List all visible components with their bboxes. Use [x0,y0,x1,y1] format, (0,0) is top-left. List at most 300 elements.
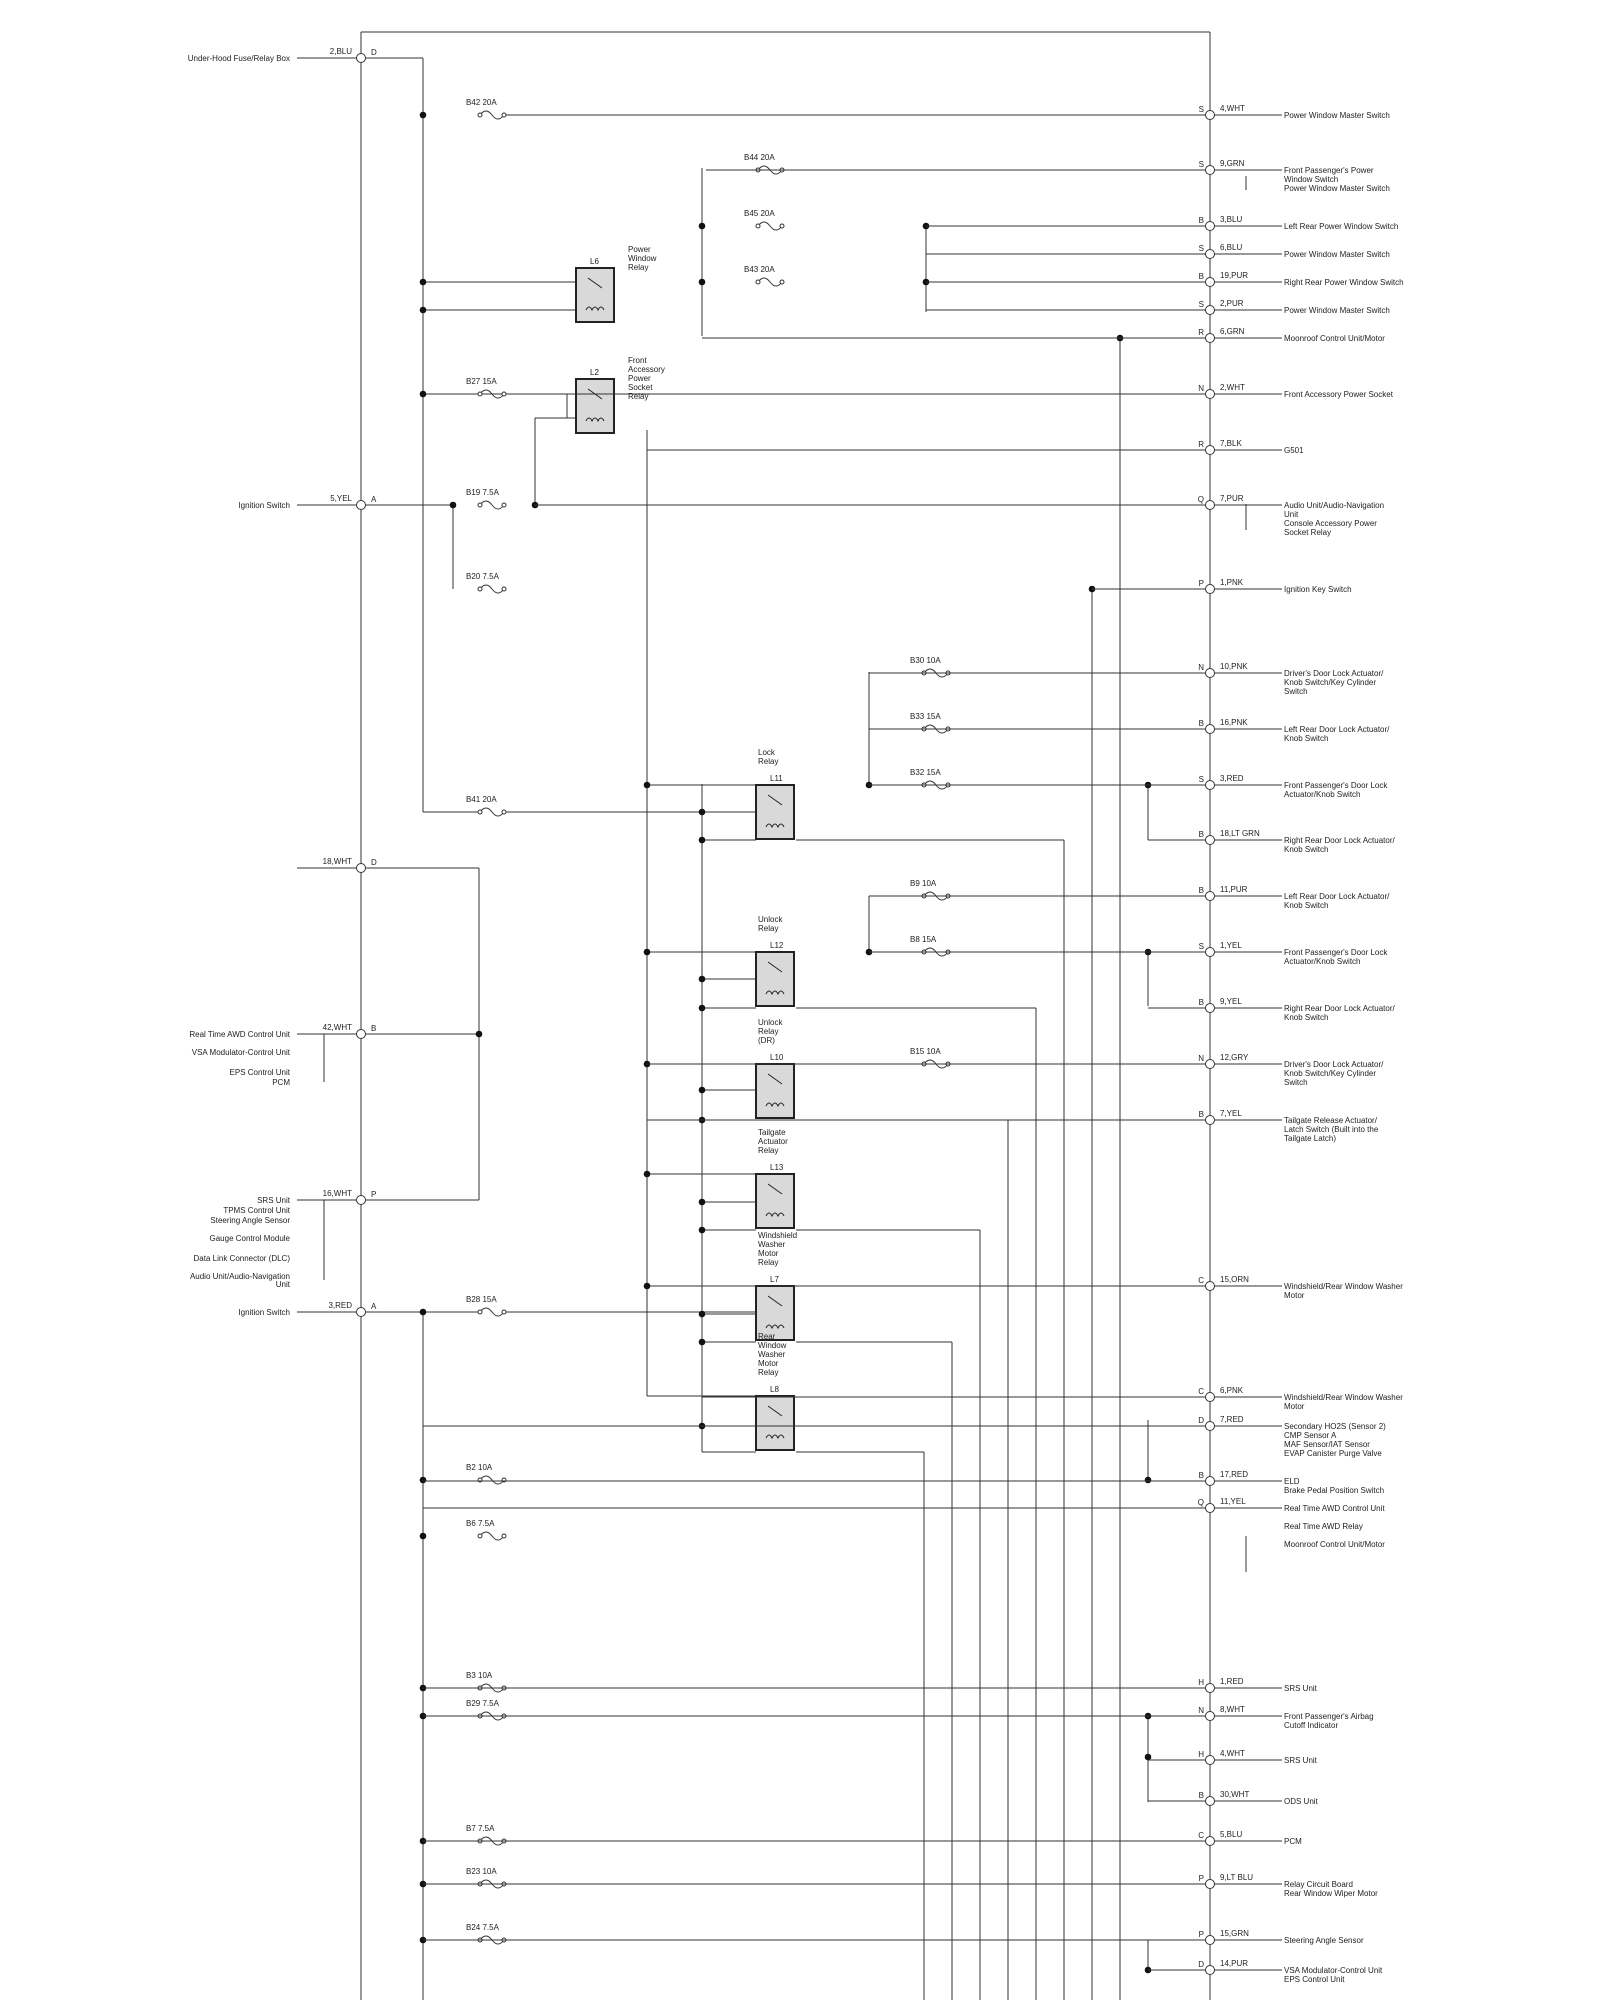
relay-name: Window [628,254,657,263]
relay-body [576,268,614,322]
output-wire-label: 7,YEL [1220,1109,1242,1118]
fuse-terminal [478,810,482,814]
connector-terminal [357,501,366,510]
input-pin: D [371,48,377,57]
output-destination: Front Passenger's Power [1284,166,1374,175]
connector-terminal [1206,1966,1215,1975]
relay-l13 [756,1128,794,1228]
output-wire-label: 3,BLU [1220,215,1243,224]
output-wire-label: 4,WHT [1220,104,1245,113]
fuse-terminal [502,810,506,814]
input-wire-label: 16,WHT [322,1189,352,1198]
fuse-label: B44 20A [744,153,775,162]
fuse-label: B27 15A [466,377,497,386]
connector-terminal [1206,306,1215,315]
relay-name: Washer [758,1240,786,1249]
input-source-label: SRS Unit [257,1196,290,1205]
junction [420,1309,427,1316]
relay-id: L12 [770,941,784,950]
output-destination: Windshield/Rear Window Washer [1284,1393,1403,1402]
output-pin: P [1198,579,1204,588]
connector-terminal [1206,669,1215,678]
output-wire-label: 3,RED [1220,774,1244,783]
junction [1145,1754,1152,1761]
output-pin: B [1198,1110,1204,1119]
relay-name: Tailgate [758,1128,786,1137]
fuse-label: B15 10A [910,1047,941,1056]
junction [420,112,427,119]
output-pin: R [1198,328,1204,337]
relay-l12 [756,915,794,1006]
input-source-label: Steering Angle Sensor [210,1216,290,1225]
relay-id: L11 [770,774,783,783]
junction [699,976,706,983]
output-pin: S [1198,160,1204,169]
input-source-label: VSA Modulator-Control Unit [191,1048,290,1057]
output-pin: C [1198,1276,1204,1285]
fuse-label: B28 15A [466,1295,497,1304]
fuse-symbol [480,808,504,816]
junction [699,1339,706,1346]
output-pin: Q [1197,495,1204,504]
output-destination: Knob Switch/Key Cylinder [1284,678,1377,687]
connector-terminal [1206,1004,1215,1013]
output-destination: PCM [1284,1837,1302,1846]
fuse-label: B7 7.5A [466,1824,495,1833]
relay-name: Windshield [758,1231,798,1240]
output-destination: Actuator/Knob Switch [1284,790,1361,799]
output-destination: Front Accessory Power Socket [1284,390,1393,399]
relay-name: Washer [758,1350,786,1359]
fuse-terminal [502,587,506,591]
junction [699,1227,706,1234]
output-wire-label: 6,GRN [1220,327,1245,336]
connector-terminal [1206,1116,1215,1125]
relay-name: Motor [758,1249,779,1258]
output-destination: Left Rear Power Window Switch [1284,222,1399,231]
output-destination: Real Time AWD Control Unit [1284,1504,1385,1513]
fuse-terminal [780,224,784,228]
output-wire-label: 2,WHT [1220,383,1245,392]
fuse-label: B29 7.5A [466,1699,499,1708]
fuse-label: B43 20A [744,265,775,274]
output-wire-label: 12,GRY [1220,1053,1249,1062]
connector-terminal [1206,836,1215,845]
junction [699,809,706,816]
relay-name: Front [628,356,647,365]
connector-terminal [1206,1060,1215,1069]
connector-terminal [1206,1282,1215,1291]
relay-name: Relay [758,1368,779,1377]
output-destination: Windshield/Rear Window Washer [1284,1282,1403,1291]
output-wire-label: 14,PUR [1220,1959,1249,1968]
output-destination: Relay Circuit Board [1284,1880,1353,1889]
output-pin: C [1198,1387,1204,1396]
connector-terminal [1206,1422,1215,1431]
output-wire-label: 9,LT BLU [1220,1873,1254,1882]
output-wire-label: 9,YEL [1220,997,1242,1006]
relay-body [756,785,794,839]
fuse-terminal [478,1310,482,1314]
input-source-label: Data Link Connector (DLC) [193,1254,290,1263]
output-pin: S [1198,105,1204,114]
fuse-terminal [478,587,482,591]
junction [420,1477,427,1484]
relay-name: Unlock [758,1018,783,1027]
connector-terminal [357,1308,366,1317]
output-pin: B [1198,830,1204,839]
output-destination: Knob Switch [1284,901,1329,910]
fuse-terminal [478,1534,482,1538]
input-source-label: EPS Control Unit [229,1068,290,1077]
output-destination: MAF Sensor/IAT Sensor [1284,1440,1370,1449]
connector-terminal [1206,892,1215,901]
input-source-label: Real Time AWD Control Unit [189,1030,290,1039]
connector-terminal [1206,585,1215,594]
relay-name: Relay [758,757,779,766]
output-wire-label: 30,WHT [1220,1790,1250,1799]
output-pin: R [1198,440,1204,449]
connector-terminal [1206,1504,1215,1513]
relay-name: Rear [758,1332,776,1341]
junction [476,1031,483,1038]
connector-terminal [1206,334,1215,343]
output-wire-label: 1,PNK [1220,578,1244,587]
connector-terminal [1206,1756,1215,1765]
output-wire-label: 16,PNK [1220,718,1248,727]
fuse-terminal [502,113,506,117]
output-wire-label: 2,PUR [1220,299,1244,308]
junction [420,1533,427,1540]
relay-name: Motor [758,1359,779,1368]
fuse-symbol [480,501,504,509]
relay-name: Relay [758,924,779,933]
output-pin: B [1198,216,1204,225]
fuse-label: B20 7.5A [466,572,499,581]
fuse-symbol [758,222,782,230]
output-pin: N [1198,384,1204,393]
output-wire-label: 9,GRN [1220,159,1245,168]
junction [420,279,427,286]
junction-dots [420,112,1152,1974]
input-source-label: Unit [275,1280,290,1289]
connector-terminal [1206,166,1215,175]
relay-name: Power [628,245,651,254]
output-destination: ODS Unit [1284,1797,1318,1806]
output-destination: G501 [1284,446,1304,455]
output-pin: D [1198,1416,1204,1425]
output-destination: Brake Pedal Position Switch [1284,1486,1385,1495]
input-source-label: Gauge Control Module [209,1234,290,1243]
fuse-terminal [502,1310,506,1314]
output-destination: Actuator/Knob Switch [1284,957,1361,966]
relay-name: Window [758,1341,787,1350]
relay-l10 [756,1018,794,1118]
input-source-label: Under-Hood Fuse/Relay Box [187,54,290,63]
fuse-label: B45 20A [744,209,775,218]
relay-id: L13 [770,1163,784,1172]
junction [644,1171,651,1178]
left-inputs [188,47,377,1317]
output-wire-label: 15,GRN [1220,1929,1249,1938]
output-destination: Latch Switch (Built into the [1284,1125,1379,1134]
output-destination: Motor [1284,1402,1305,1411]
fuse-label: B23 10A [466,1867,497,1876]
relay-l8 [756,1332,794,1450]
fuse-terminal [756,280,760,284]
relay-body [756,1064,794,1118]
fuse-symbol [480,1476,504,1484]
junction [420,391,427,398]
output-pin: B [1198,272,1204,281]
junction [699,837,706,844]
output-destination: Power Window Master Switch [1284,111,1390,120]
fuse-label: B33 15A [910,712,941,721]
input-wire-label: 3,RED [328,1301,352,1310]
fuse-symbol [758,278,782,286]
relay-name: Relay [758,1258,779,1267]
output-pin: B [1198,886,1204,895]
output-pin: S [1198,942,1204,951]
relays [576,245,797,1450]
output-wire-label: 19,PUR [1220,271,1249,280]
junction [420,307,427,314]
fuse-label: B6 7.5A [466,1519,495,1528]
connector-terminal [1206,111,1215,120]
output-pin: S [1198,775,1204,784]
output-pin: P [1198,1930,1204,1939]
junction [699,223,706,230]
output-destination: VSA Modulator-Control Unit [1284,1966,1383,1975]
output-destination: EPS Control Unit [1284,1975,1345,1984]
input-source-label: Ignition Switch [238,1308,290,1317]
output-destination: Tailgate Latch) [1284,1134,1337,1143]
output-destination: Left Rear Door Lock Actuator/ [1284,892,1390,901]
fuse-label: B32 15A [910,768,941,777]
output-pin: B [1198,998,1204,1007]
output-pin: D [1198,1960,1204,1969]
fuse-terminal [502,392,506,396]
input-pin: B [371,1024,377,1033]
output-pin: C [1198,1831,1204,1840]
output-destination: Console Accessory Power [1284,519,1377,528]
output-pin: S [1198,244,1204,253]
output-destination: Right Rear Door Lock Actuator/ [1284,836,1395,845]
output-destination: Audio Unit/Audio-Navigation [1284,501,1385,510]
connector-terminal [357,1030,366,1039]
relay-name: Power [628,374,651,383]
fuse-terminal [502,1534,506,1538]
output-destination: Moonroof Control Unit/Motor [1284,1540,1385,1549]
connector-terminal [1206,781,1215,790]
fuse-label: B30 10A [910,656,941,665]
output-destination: Power Window Master Switch [1284,250,1390,259]
output-destination: Motor [1284,1291,1305,1300]
fuses [466,98,950,1944]
junction [699,1199,706,1206]
output-destination: Tailgate Release Actuator/ [1284,1116,1377,1125]
outputs [423,104,1404,1984]
output-destination: ELD [1284,1477,1300,1486]
input-pin: P [371,1190,377,1199]
connector-terminal [357,864,366,873]
output-destination: Knob Switch/Key Cylinder [1284,1069,1377,1078]
input-pin: A [371,495,377,504]
output-destination: Rear Window Wiper Motor [1284,1889,1378,1898]
output-destination: Knob Switch [1284,845,1329,854]
output-destination: Socket Relay [1284,528,1332,537]
input-source-label: Audio Unit/Audio-Navigation [189,1272,290,1281]
fuse-symbol [480,111,504,119]
input-source-label: PCM [272,1078,290,1087]
output-wire-label: 11,YEL [1220,1497,1246,1506]
fuse-terminal [502,503,506,507]
output-pin: H [1198,1678,1204,1687]
output-destination: SRS Unit [1284,1684,1317,1693]
connector-terminal [1206,278,1215,287]
fuse-label: B9 10A [910,879,937,888]
relay-id: L8 [770,1385,779,1394]
output-wire-label: 15,ORN [1220,1275,1249,1284]
junction [1145,1477,1152,1484]
fuse-symbol [480,1308,504,1316]
relay-l11 [756,748,794,839]
input-wire-label: 42,WHT [322,1023,352,1032]
output-destination: CMP Sensor A [1284,1431,1337,1440]
fuse-terminal [478,392,482,396]
connector-terminal [1206,1837,1215,1846]
output-wire-label: 4,WHT [1220,1749,1245,1758]
junction [644,1283,651,1290]
relay-id: L7 [770,1275,779,1284]
output-pin: N [1198,663,1204,672]
connector-terminal [1206,222,1215,231]
connector-terminal [1206,501,1215,510]
connector-terminal [1206,250,1215,259]
relay-name: Socket [628,383,653,392]
connector-terminal [1206,446,1215,455]
output-destination: Front Passenger's Airbag [1284,1712,1374,1721]
output-destination: Right Rear Door Lock Actuator/ [1284,1004,1395,1013]
connector-terminal [1206,1936,1215,1945]
connector-terminal [1206,1712,1215,1721]
connector-terminal [1206,1477,1215,1486]
connector-terminal [357,1196,366,1205]
output-destination: Knob Switch [1284,734,1329,743]
output-destination: Left Rear Door Lock Actuator/ [1284,725,1390,734]
fuse-label: B2 10A [466,1463,493,1472]
output-destination: Front Passenger's Door Lock [1284,781,1388,790]
fuse-box-frame [297,32,1249,2000]
output-destination: Power Window Master Switch [1284,184,1390,193]
relay-body [576,379,614,433]
input-wire-label: 2,BLU [329,47,352,56]
relay-l6 [576,245,657,322]
output-destination: Steering Angle Sensor [1284,1936,1364,1945]
connector-terminal [1206,1880,1215,1889]
output-destination: Cutoff Indicator [1284,1721,1339,1730]
output-wire-label: 17,RED [1220,1470,1249,1479]
junction [699,279,706,286]
input-wire-label: 18,WHT [322,857,352,866]
junction [644,949,651,956]
fuse-label: B19 7.5A [466,488,499,497]
connector-terminal [1206,1393,1215,1402]
relay-name: Relay [758,1027,779,1036]
relay-name: Lock [758,748,775,757]
relay-name: Accessory [628,365,665,374]
connector-terminal [1206,1684,1215,1693]
junction [699,1311,706,1318]
output-pin: N [1198,1054,1204,1063]
output-destination: Switch [1284,1078,1308,1087]
fuse-terminal [478,113,482,117]
relay-name: Relay [758,1146,779,1155]
output-wire-label: 7,RED [1220,1415,1244,1424]
output-pin: H [1198,1750,1204,1759]
fuse-terminal [478,503,482,507]
connector-terminal [1206,1797,1215,1806]
output-wire-label: 6,PNK [1220,1386,1244,1395]
fuse-label: B8 15A [910,935,937,944]
relay-body [756,952,794,1006]
relay-body [756,1174,794,1228]
output-destination: Moonroof Control Unit/Motor [1284,334,1385,343]
relay-id: L10 [770,1053,784,1062]
input-wire-label: 5,YEL [330,494,352,503]
output-destination: Unit [1284,510,1299,519]
input-pin: D [371,858,377,867]
relay-name: Unlock [758,915,783,924]
output-pin: S [1198,300,1204,309]
relay-id: L2 [590,368,599,377]
relay-name: Actuator [758,1137,788,1146]
fuse-terminal [756,224,760,228]
connector-terminal [1206,725,1215,734]
connector-terminal [1206,390,1215,399]
output-destination: Ignition Key Switch [1284,585,1352,594]
output-wire-label: 18,LT GRN [1220,829,1260,838]
relay-name: (DR) [758,1036,775,1045]
relay-body [756,1396,794,1450]
output-destination: Driver's Door Lock Actuator/ [1284,669,1384,678]
junction [699,1087,706,1094]
output-wire-label: 1,RED [1220,1677,1244,1686]
output-wire-label: 10,PNK [1220,662,1248,671]
output-wire-label: 11,PUR [1220,885,1248,894]
connector-terminal [357,54,366,63]
output-pin: B [1198,1471,1204,1480]
fuse-label: B3 10A [466,1671,493,1680]
relay-name: Relay [628,263,649,272]
output-pin: Q [1197,1498,1204,1507]
relay-name: Relay [628,392,649,401]
output-wire-label: 8,WHT [1220,1705,1245,1714]
output-destination: SRS Unit [1284,1756,1317,1765]
output-destination: Driver's Door Lock Actuator/ [1284,1060,1384,1069]
output-destination: Right Rear Power Window Switch [1284,278,1404,287]
output-pin: P [1198,1874,1204,1883]
input-source-label: Ignition Switch [238,501,290,510]
output-destination: Power Window Master Switch [1284,306,1390,315]
fuse-symbol [480,585,504,593]
output-destination: Knob Switch [1284,1013,1329,1022]
relay-id: L6 [590,257,599,266]
junction [644,782,651,789]
junction [450,502,457,509]
output-destination: Switch [1284,687,1308,696]
output-wire-label: 1,YEL [1220,941,1242,950]
